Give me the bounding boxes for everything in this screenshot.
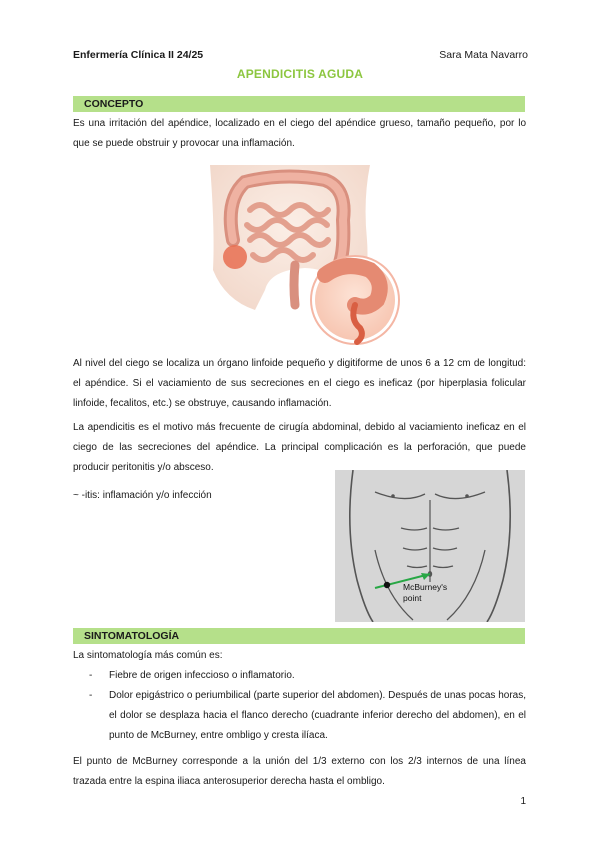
sintomatologia-closing: El punto de McBurney corresponde a la unión del 1/3 externo con los 2/3 internos de una línea trazada entre la espina iliaca anterosuperior derecha hasta el ombligo. [73, 756, 526, 787]
list-marker: - [89, 690, 93, 701]
mcburney-figure [335, 470, 525, 622]
page-number: 1 [520, 796, 526, 807]
list-marker: - [89, 670, 93, 681]
concepto-intro: Es una irritación del apéndice, localizado en el ciego del apéndice grueso, tamaño pequeño, por lo que se puede obstruir y provocar una inflamación. [73, 118, 526, 149]
mcburney-label-line2: point [403, 593, 422, 603]
intestine-appendix-icon [195, 160, 415, 350]
list-item [73, 686, 526, 746]
sintomatologia-intro: La sintomatología más común es: [73, 650, 223, 661]
header-course: Enfermería Clínica II 24/25 [73, 49, 204, 61]
header-author: Sara Mata Navarro [439, 49, 528, 61]
symptom-list [73, 666, 526, 746]
section-heading-label: SINTOMATOLOGÍA [84, 630, 180, 642]
section-heading-sintomatologia [73, 628, 525, 644]
concepto-note: ~ -itis: inflamación y/o infección [73, 490, 212, 501]
list-item-text: Fiebre de origen infeccioso o inflamatorio. [109, 670, 295, 681]
section-heading-label: CONCEPTO [84, 98, 144, 110]
list-item [73, 666, 526, 686]
concepto-paragraph-2: La apendicitis es el motivo más frecuente de cirugía abdominal, debido al vaciamiento ineficaz en el ciego de las secreciones del apéndice. La principal complicación es la perforación, que puede producir peritonitis y/o absceso. [73, 422, 526, 473]
page-title: APENDICITIS AGUDA [236, 67, 364, 81]
section-heading-concepto [73, 96, 525, 112]
mcburney-label-line1: McBurney's [403, 582, 448, 592]
concepto-paragraph-1: Al nivel del ciego se localiza un órgano linfoide pequeño y digitiforme de unos 6 a 12 cm de longitud: el apéndice. Si el vaciamiento de sus secreciones en el ciego es ineficaz (por hiperplasia folicular linfoide, fecalitos, etc.) se obstruye, causando inflamación. [73, 358, 526, 409]
mcburney-label [403, 582, 447, 604]
intestine-illustration [195, 160, 415, 350]
list-item-text: Dolor epigástrico o periumbilical (parte superior del abdomen). Después de unas pocas horas, el dolor se desplaza hacia el flanco derecho (cuadrante inferior derecho del abdomen), en el punto de McBurney, entre ombligo y cresta ilíaca. [109, 690, 526, 741]
